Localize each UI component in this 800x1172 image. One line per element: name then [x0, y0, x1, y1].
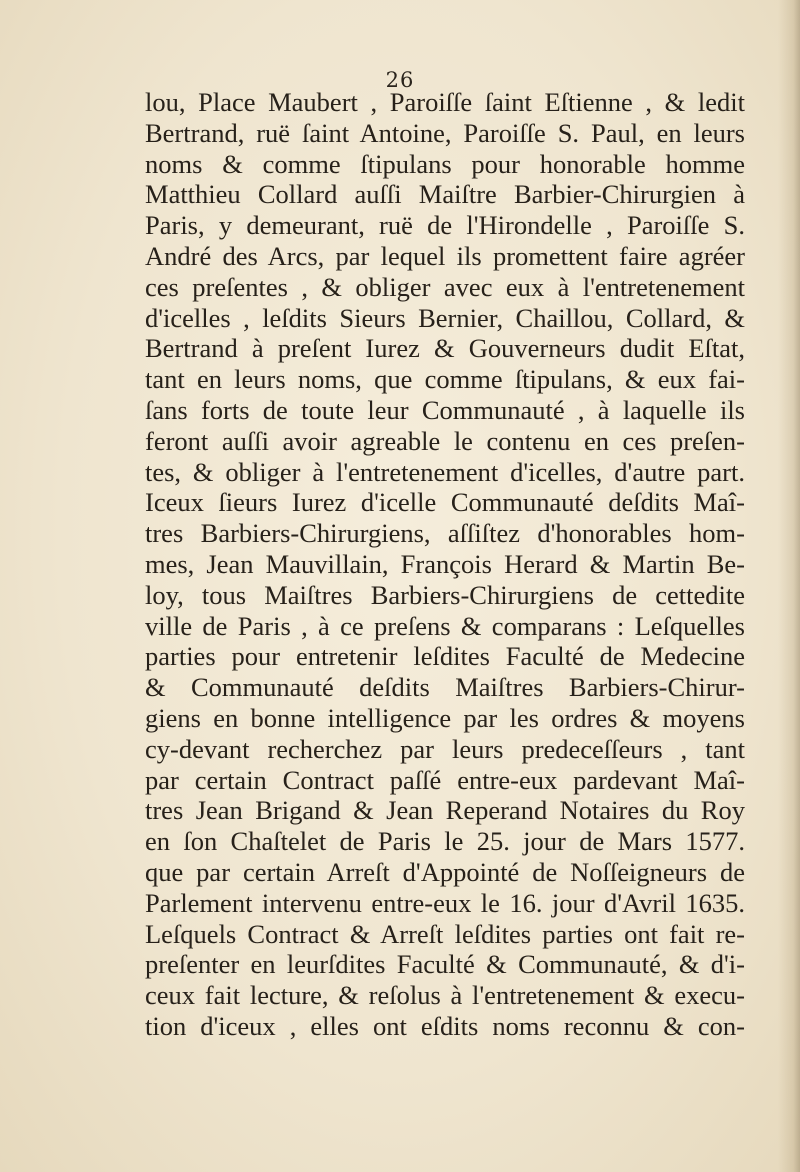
text-line: giens en bonne intelligence par les ordres & moyens [145, 702, 745, 733]
text-line: tres Jean Brigand & Jean Reperand Notaires du Roy [145, 795, 745, 826]
text-line: loy, tous Maiſtres Barbiers-Chirurgiens de cettedite [145, 579, 745, 610]
text-line: Paris, y demeurant, ruë de l'Hirondelle , Paroiſſe S. [145, 210, 745, 241]
text-line: ces preſentes , & obliger avec eux à l'entretenement [145, 271, 745, 302]
text-line: mes, Jean Mauvillain, François Herard & Martin Be- [145, 548, 745, 579]
text-line: preſenter en leurſdites Faculté & Communauté, & d'i- [145, 949, 745, 980]
text-line: ville de Paris , à ce preſens & comparans : Leſquelles [145, 610, 745, 641]
text-line: Matthieu Collard auſſi Maiſtre Barbier-Chirurgien à [145, 179, 745, 210]
text-line: d'icelles , leſdits Sieurs Bernier, Chaillou, Collard, & [145, 302, 745, 333]
text-line: cy-devant recherchez par leurs predeceſſeurs , tant [145, 733, 745, 764]
text-line: tant en leurs noms, que comme ſtipulans, & eux fai- [145, 364, 745, 395]
text-line: André des Arcs, par lequel ils promettent faire agréer [145, 240, 745, 271]
text-line: tion d'iceux , elles ont eſdits noms reconnu & con- [145, 1010, 745, 1041]
text-line: Bertrand, ruë ſaint Antoine, Paroiſſe S. Paul, en leurs [145, 117, 745, 148]
text-line: ceux fait lecture, & reſolus à l'entretenement & execu- [145, 980, 745, 1011]
text-line: par certain Contract paſſé entre-eux pardevant Maî- [145, 764, 745, 795]
text-line: tes, & obliger à l'entretenement d'icelles, d'autre part. [145, 456, 745, 487]
text-line: parties pour entretenir leſdites Faculté de Medecine [145, 641, 745, 672]
text-line: Iceux ſieurs Iurez d'icelle Communauté deſdits Maî- [145, 487, 745, 518]
text-line: Leſquels Contract & Arreſt leſdites parties ont fait re- [145, 918, 745, 949]
body-text [145, 87, 745, 1042]
text-line: ſans forts de toute leur Communauté , à laquelle ils [145, 394, 745, 425]
text-line: feront auſſi avoir agreable le contenu en ces preſen- [145, 425, 745, 456]
text-line: Bertrand à preſent Iurez & Gouverneurs dudit Eſtat, [145, 333, 745, 364]
text-line: noms & comme ſtipulans pour honorable homme [145, 148, 745, 179]
text-line: tres Barbiers-Chirurgiens, aſſiſtez d'honorables hom- [145, 518, 745, 549]
text-line: Parlement intervenu entre-eux le 16. jour d'Avril 1635. [145, 887, 745, 918]
text-line: que par certain Arreſt d'Appointé de Noſſeigneurs de [145, 856, 745, 887]
text-line: en ſon Chaſtelet de Paris le 25. jour de Mars 1577. [145, 826, 745, 857]
text-line: lou, Place Maubert , Paroiſſe ſaint Eſtienne , & ledit [145, 87, 745, 117]
page-edge-shadow [778, 0, 800, 1172]
text-line: & Communauté deſdits Maiſtres Barbiers-Chirur- [145, 672, 745, 703]
page-number: 26 [385, 68, 415, 92]
